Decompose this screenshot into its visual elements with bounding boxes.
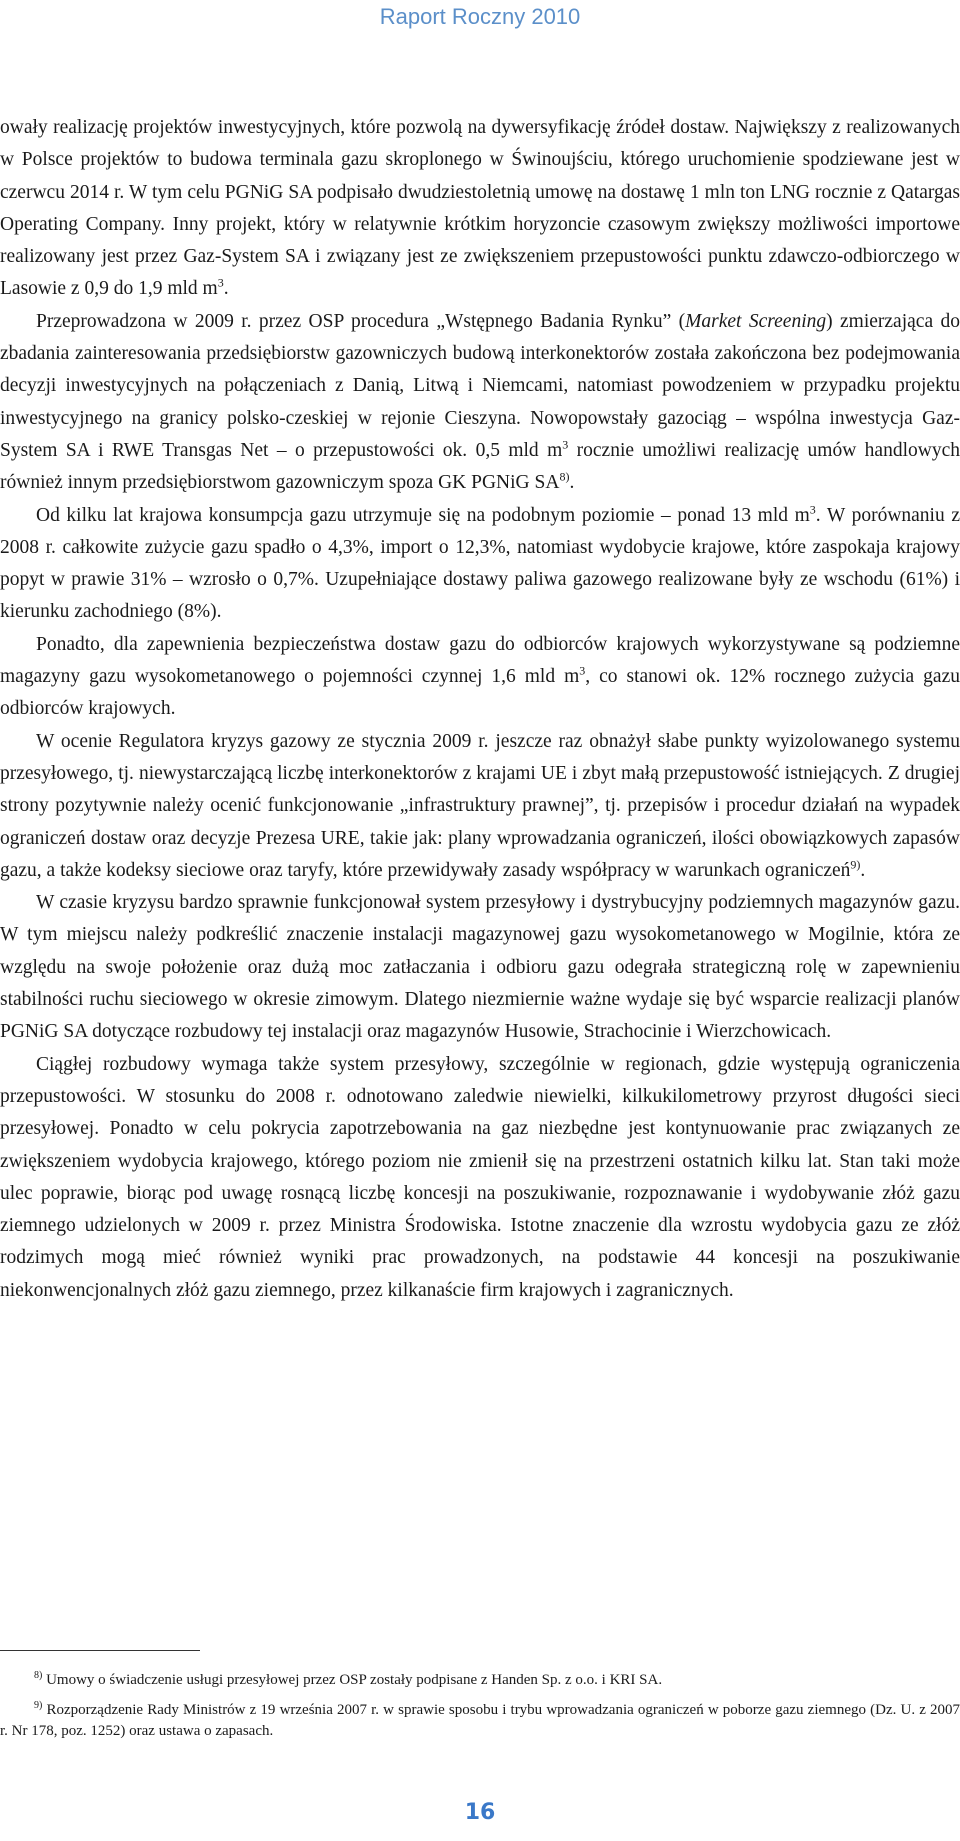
footnotes: [0, 1650, 960, 1746]
paragraph-1: owały realizację projektów inwestycyjnych, które pozwolą na dywersyfikację źródeł dostaw. Największy z realizowanych w Polsce projektów to budowa terminala gazu skroplonego w Świnoujściu, którego uruchomienie spodziewane jest w czerwcu 2014 r. W tym celu PGNiG SA podpisało dwudziestoletnią umowę na dostawę 1 mln ton LNG rocznie z Qatargas Operating Company. Inny projekt, który w relatywnie krótkim horyzoncie czasowym zwiększy możliwości importowe realizowany jest przez Gaz-System SA i związany jest ze zwiększeniem przepustowości punktu zdawczo-odbiorczego w Lasowie z 0,9 do 1,9 mld $m^3$.: [0, 117, 960, 300]
paragraph-7: Ciągłej rozbudowy wymaga także system przesyłowy, szczególnie w regionach, gdzie występują ograniczenia przepustowości. W stosunku do 2008 r. odnotowano zaledwie niewielki, kilkukilometrowy przyrost długości sieci przesyłowej. Ponadto w celu pokrycia zapotrzebowania na gaz niezbędne jest kontynuowanie prac związanych ze zwiększeniem wydobycia krajowego, którego poziom nie zmienił się na przestrzeni ostatnich kilku lat. Stan taki może ulec poprawie, biorąc pod uwagę rosnącą liczbę koncesji na poszukiwanie, rozpoznawanie i wydobywanie złóż gazu ziemnego udzielonych w 2009 r. przez Ministra Środowiska. Istotne znaczenie dla wzrostu wydobycia gazu ze złóż rodzimych mogą mieć również wyniki prac prowadzonych, na podstawie 44 koncesji na poszukiwanie niekonwencjonalnych złóż gazu ziemnego, przez kilkanaście firm krajowych i zagranicznych.: [0, 1053, 960, 1301]
paragraph-4: Ponadto, dla zapewnienia bezpieczeństwa dostaw gazu do odbiorców krajowych wykorzystywane są podziemne magazyny gazu wysokometanowego o pojemności czynnej 1,6 mld $m^3$, co stanowi ok. 12% rocznego zużycia gazu odbiorców krajowych.: [0, 633, 960, 720]
paragraph-6: W czasie kryzysu bardzo sprawnie funkcjonował system przesyłowy i dystrybucyjny podziemnych magazynów gazu. W tym miejscu należy podkreślić znaczenie instalacji magazynowej gazu wysokometanowego w Mogilnie, która ze względu na swoje położenie oraz dużą moc zatłaczania i odbioru gazu odegrała strategiczną rolę w zapewnieniu stabilności ruchu sieciowego w okresie zimowym. Dlatego niezmiernie ważne wydaje się być wsparcie realizacji planów PGNiG SA dotyczące rozbudowy tej instalacji oraz magazynów Husowie, Strachocinie i Wierzchowicach.: [0, 892, 960, 1043]
paragraph-2: Przeprowadzona w 2009 r. przez OSP procedura „Wstępnego Badania Rynku” (Market Screening) zmierzająca do zbadania zainteresowania przedsiębiorstw gazowniczych budową interkonektorów została zakończona bez podejmowania decyzji inwestycyjnych na połączeniach z Danią, Litwą i Niemcami, natomiast powodzeniem w przypadku projektu inwestycyjnego na granicy polsko-czeskiej w rejonie Cieszyna. Nowopowstały gazociąg – wspólna inwestycja Gaz-System SA i RWE Transgas Net – o przepustowości ok. 0,5 mld $m^3$ rocznie umożliwi realizację umów handlowych również innym przedsiębiorstwom gazowniczym spoza GK PGNiG SA$^{8)}$.: [0, 310, 960, 494]
running-header: Raport Roczny 2010: [379, 4, 581, 29]
paragraph-5: W ocenie Regulatora kryzys gazowy ze stycznia 2009 r. jeszcze raz obnażył słabe punkty wyizolowanego systemu przesyłowego, tj. niewystarczającą liczbę interkonektorów z krajami UE i zbyt małą przepustowość istniejących. Z drugiej strony pozytywnie należy ocenić funkcjonowanie „infrastruktury prawnej”, tj. przepisów i procedur działań na wypadek ograniczeń dostaw oraz decyzje Prezesa URE, takie jak: plany wprowadzania ograniczeń, ilości obowiązkowych zapasów gazu, a także kodeksy sieciowe oraz taryfy, które przewidywały zasady współpracy w warunkach ograniczeń$^{9)}$.: [0, 730, 960, 881]
page-number: 16: [464, 1800, 496, 1825]
footnote-9: $^{9)}$ Rozporządzenie Rady Ministrów z 19 września 2007 r. w sprawie sposobu i trybu wprowadzania ograniczeń w poborze gazu ziemnego (Dz. U. z 2007 r. Nr 178, poz. 1252) oraz ustawa o zapasach.: [0, 1700, 960, 1739]
footnote-divider: [0, 1650, 200, 1651]
footnote-8: $^{8)}$ Umowy o świadczenie usługi przesyłowej przez OSP zostały podpisane z Handen Sp. z o.o. i KRI SA.: [34, 1670, 663, 1688]
body-text: [0, 112, 960, 1307]
paragraph-3: Od kilku lat krajowa konsumpcja gazu utrzymuje się na podobnym poziomie – ponad 13 mld $m^3$. W porównaniu z 2008 r. całkowite zużycie gazu spadło o 4,3%, import o 12,3%, natomiast wydobycie krajowe, które zaspokaja krajowy popyt w prawie 31% – wzrosło o 0,7%. Uzupełniające dostawy paliwa gazowego realizowane były ze wschodu (61%) i kierunku zachodniego (8%).: [0, 502, 960, 623]
